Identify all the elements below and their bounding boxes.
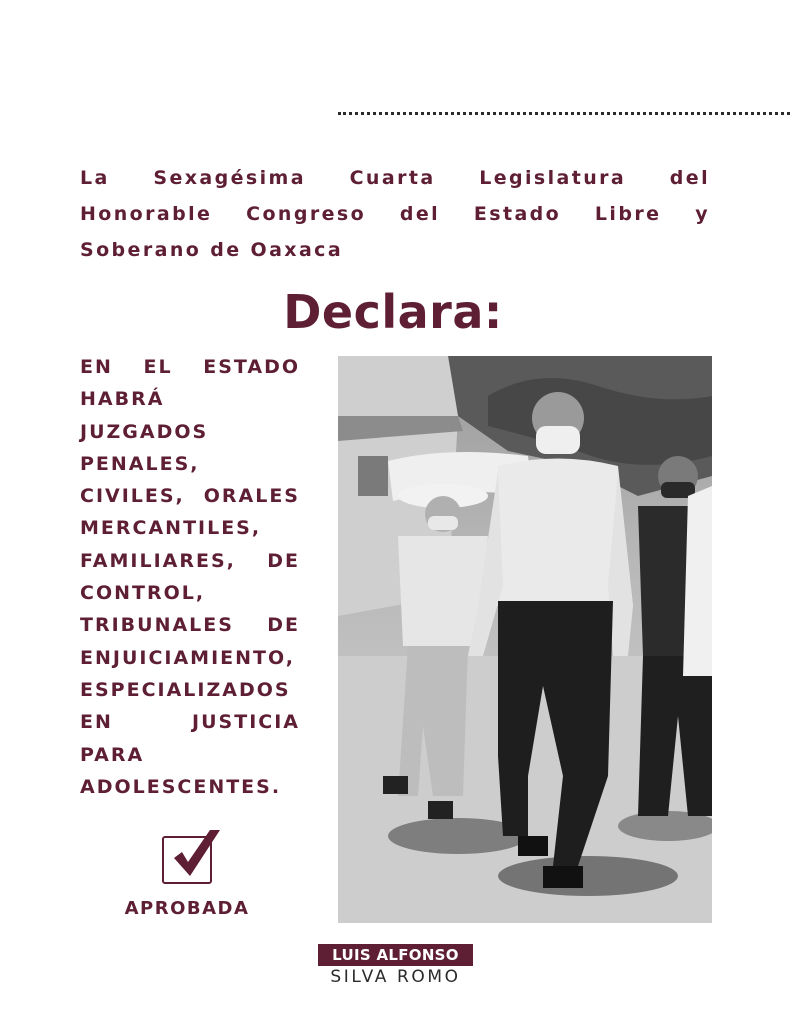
legislature-heading: La Sexagésima Cuarta Legislatura del Honorable Congreso del Estado Libre y Soberano de Oaxaca [80,167,710,261]
checkmark-icon [166,824,226,884]
dotted-divider [338,112,790,115]
page-title: Declara: [283,285,503,339]
logo-name-line1: LUIS ALFONSO [318,944,473,966]
photo-illustration [338,356,712,923]
campaign-photo [338,356,712,923]
approved-check-box [162,836,212,884]
status-label: APROBADA [124,898,250,919]
declaration-text: EN EL ESTADO HABRÁ JUZGADOS PENALES, CIVILES, ORALES MERCANTILES, FAMILIARES, DE CONTROL, TRIBUNALES DE ENJUICIAMIENTO, ESPECIALIZADOS EN JUSTICIA PARA ADOLESCENTES. [80,356,300,798]
logo-name-line2: SILVA ROMO [330,967,461,987]
